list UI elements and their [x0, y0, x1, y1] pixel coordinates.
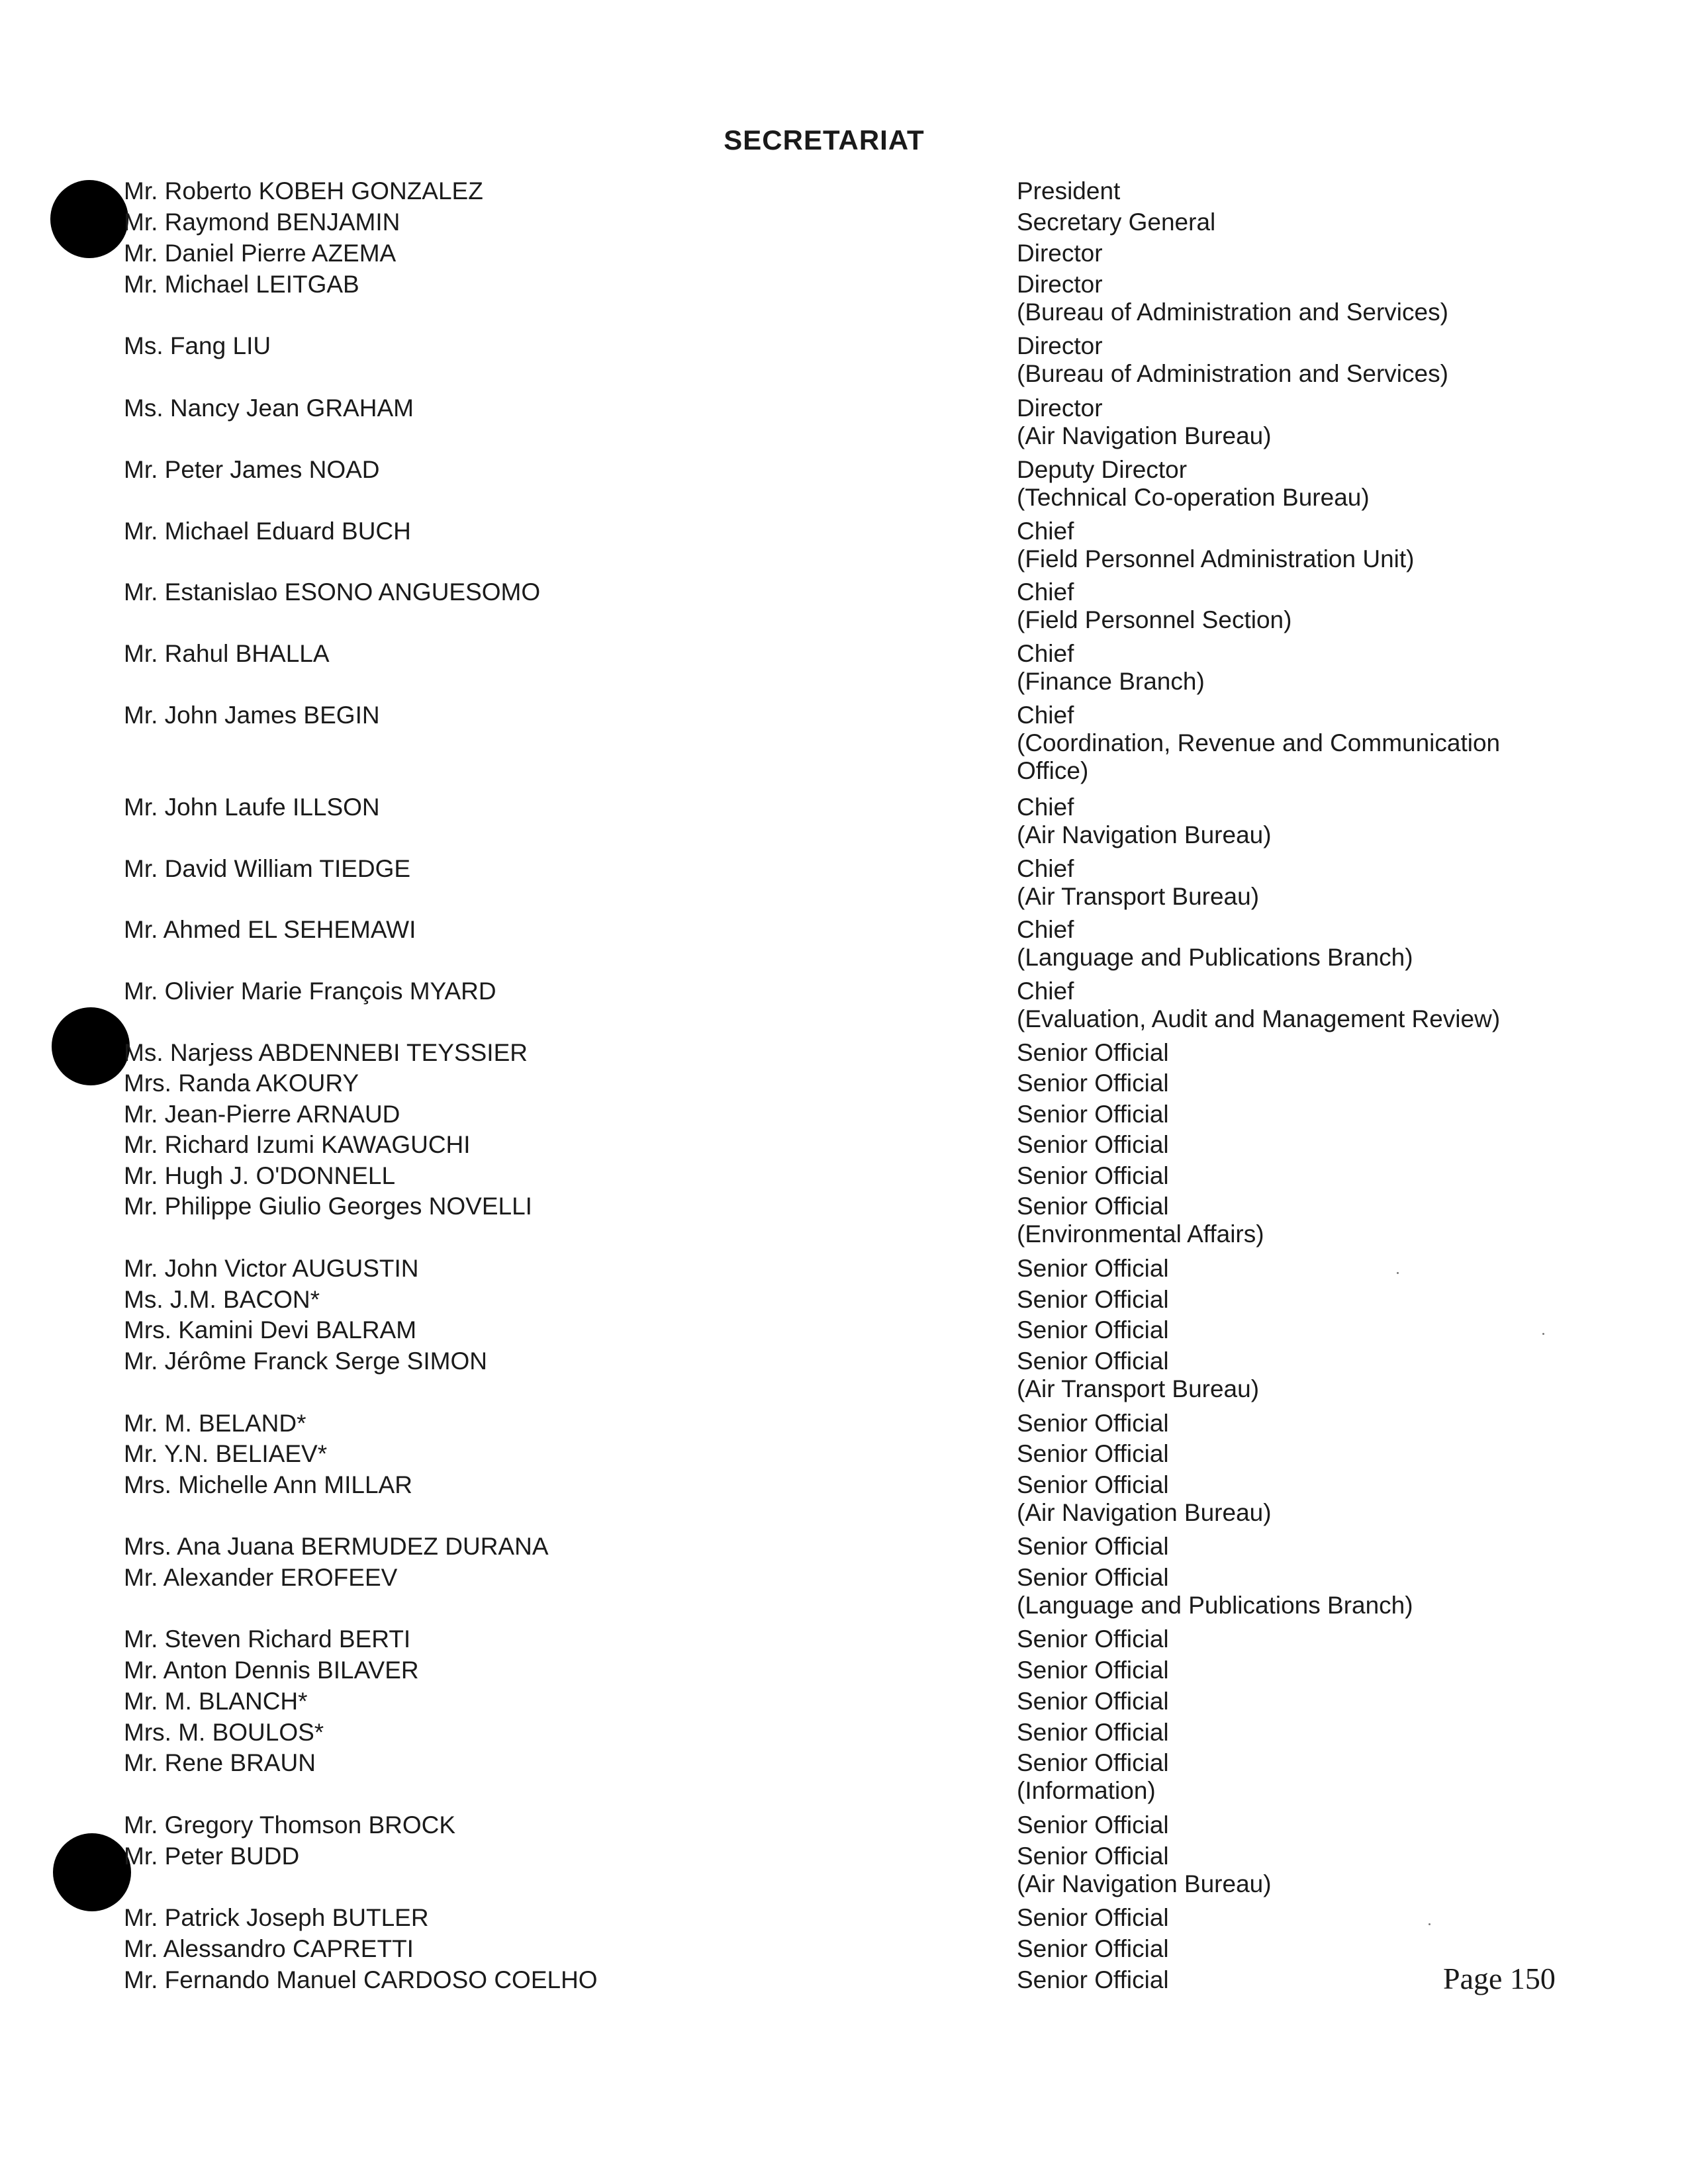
official-title	[1017, 1162, 1169, 1190]
official-title	[1017, 1625, 1169, 1653]
title-line: Senior Official	[1017, 1347, 1169, 1375]
official-name: Mr. Patrick Joseph BUTLER	[124, 1904, 429, 1931]
official-title	[1017, 271, 1448, 326]
department-line: (Technical Co-operation Bureau)	[1017, 484, 1370, 511]
title-line: Chief	[1017, 794, 1074, 821]
title-line: Senior Official	[1017, 1533, 1169, 1560]
title-line: Chief	[1017, 916, 1074, 943]
official-name: Mr. M. BLANCH*	[124, 1688, 308, 1715]
title-line: Senior Official	[1017, 1966, 1169, 1993]
title-line: Chief	[1017, 702, 1074, 729]
title-line: Senior Official	[1017, 1811, 1169, 1839]
official-title	[1017, 1286, 1169, 1314]
title-line: Senior Official	[1017, 1286, 1169, 1313]
official-name: Ms. J.M. BACON*	[124, 1286, 320, 1313]
official-name: Mr. Michael LEITGAB	[124, 271, 359, 298]
title-line: Senior Official	[1017, 1410, 1169, 1437]
title-line: President	[1017, 177, 1121, 205]
official-name: Mr. Alexander EROFEEV	[124, 1564, 398, 1591]
scan-speck	[1397, 1272, 1399, 1274]
title-line: Chief	[1017, 855, 1074, 882]
official-title	[1017, 1749, 1169, 1805]
official-name: Mr. M. BELAND*	[124, 1410, 306, 1437]
department-line: (Environmental Affairs)	[1017, 1220, 1264, 1248]
official-name: Mr. Steven Richard BERTI	[124, 1625, 411, 1653]
official-name: Ms. Nancy Jean GRAHAM	[124, 394, 414, 422]
official-title	[1017, 1471, 1272, 1527]
official-name: Mr. Ahmed EL SEHEMAWI	[124, 916, 416, 943]
title-line: Senior Official	[1017, 1625, 1169, 1653]
official-title	[1017, 1193, 1264, 1248]
title-line: Senior Official	[1017, 1564, 1169, 1591]
official-title	[1017, 978, 1500, 1033]
official-name: Mr. Roberto KOBEH GONZALEZ	[124, 177, 483, 205]
title-line: Chief	[1017, 518, 1074, 545]
title-line: Senior Official	[1017, 1904, 1169, 1931]
department-line: (Air Navigation Bureau)	[1017, 1499, 1272, 1526]
official-name: Mrs. M. BOULOS*	[124, 1719, 324, 1746]
official-name: Mr. Alessandro CAPRETTI	[124, 1935, 414, 1962]
official-title	[1017, 1843, 1272, 1898]
department-line: (Coordination, Revenue and Communication	[1017, 729, 1501, 756]
department-line: (Language and Publications Branch)	[1017, 1592, 1413, 1619]
title-line: Senior Official	[1017, 1131, 1169, 1158]
official-name: Mr. Anton Dennis BILAVER	[124, 1657, 419, 1684]
title-line: Senior Official	[1017, 1749, 1169, 1776]
official-title	[1017, 518, 1414, 573]
official-name: Ms. Narjess ABDENNEBI TEYSSIER	[124, 1039, 528, 1066]
title-line: Senior Official	[1017, 1688, 1169, 1715]
punch-hole-middle	[52, 1007, 130, 1085]
official-title	[1017, 1935, 1169, 1963]
official-title	[1017, 1904, 1169, 1932]
official-title	[1017, 1039, 1169, 1067]
title-line: Director	[1017, 332, 1103, 359]
scan-speck	[1429, 1923, 1430, 1925]
official-name: Mr. Michael Eduard BUCH	[124, 518, 411, 545]
title-line: Senior Official	[1017, 1719, 1169, 1746]
department-line: (Air Navigation Bureau)	[1017, 422, 1272, 449]
title-line: Director	[1017, 240, 1103, 267]
title-line: Senior Official	[1017, 1843, 1169, 1870]
official-name: Mr. Fernando Manuel CARDOSO COELHO	[124, 1966, 598, 1993]
title-line: Senior Official	[1017, 1069, 1169, 1097]
department-line: (Field Personnel Administration Unit)	[1017, 545, 1415, 572]
title-line: Chief	[1017, 640, 1074, 667]
title-line: Senior Official	[1017, 1935, 1169, 1962]
title-line: Senior Official	[1017, 1193, 1169, 1220]
official-title	[1017, 1347, 1259, 1403]
official-name: Mr. John James BEGIN	[124, 702, 380, 729]
department-line: (Language and Publications Branch)	[1017, 944, 1413, 971]
title-line: Senior Official	[1017, 1255, 1169, 1282]
title-line: Senior Official	[1017, 1316, 1169, 1343]
official-name: Mr. Estanislao ESONO ANGUESOMO	[124, 578, 541, 606]
official-title	[1017, 1564, 1413, 1619]
official-name: Mr. Peter BUDD	[124, 1843, 300, 1870]
title-line: Senior Official	[1017, 1039, 1169, 1066]
department-line: (Bureau of Administration and Services)	[1017, 298, 1448, 326]
department-line: (Field Personnel Section)	[1017, 606, 1292, 633]
official-name: Mrs. Ana Juana BERMUDEZ DURANA	[124, 1533, 549, 1560]
department-line: (Bureau of Administration and Services)	[1017, 360, 1448, 387]
department-line: Office)	[1017, 757, 1089, 784]
official-title	[1017, 1440, 1169, 1468]
official-name: Mr. Hugh J. O'DONNELL	[124, 1162, 396, 1189]
title-line: Secretary General	[1017, 208, 1216, 236]
title-line: Senior Official	[1017, 1440, 1169, 1467]
official-title	[1017, 1657, 1169, 1684]
official-title	[1017, 240, 1103, 267]
official-name: Mr. Philippe Giulio Georges NOVELLI	[124, 1193, 532, 1220]
title-line: Senior Official	[1017, 1471, 1169, 1498]
official-name: Mr. David William TIEDGE	[124, 855, 411, 882]
official-name: Mrs. Randa AKOURY	[124, 1069, 359, 1097]
official-name: Mr. Olivier Marie François MYARD	[124, 978, 496, 1005]
official-title	[1017, 578, 1291, 634]
official-title	[1017, 1533, 1169, 1561]
official-title	[1017, 1966, 1169, 1994]
page-number: Page 150	[1443, 1962, 1556, 1995]
official-title	[1017, 794, 1272, 849]
official-title	[1017, 208, 1215, 236]
official-name: Mrs. Kamini Devi BALRAM	[124, 1316, 417, 1343]
official-title	[1017, 1255, 1169, 1283]
title-line: Deputy Director	[1017, 456, 1188, 483]
official-name: Mr. Jérôme Franck Serge SIMON	[124, 1347, 487, 1375]
title-line: Chief	[1017, 578, 1074, 606]
official-name: Mr. Y.N. BELIAEV*	[124, 1440, 328, 1467]
official-name: Mr. Daniel Pierre AZEMA	[124, 240, 397, 267]
official-name: Ms. Fang LIU	[124, 332, 271, 359]
department-line: (Air Navigation Bureau)	[1017, 1870, 1272, 1897]
official-name: Mr. Rene BRAUN	[124, 1749, 316, 1776]
title-line: Director	[1017, 394, 1103, 422]
official-name: Mrs. Michelle Ann MILLAR	[124, 1471, 412, 1498]
official-title	[1017, 1101, 1169, 1128]
official-title	[1017, 1688, 1169, 1715]
title-line: Chief	[1017, 978, 1074, 1005]
official-title	[1017, 640, 1205, 696]
official-name: Mr. Raymond BENJAMIN	[124, 208, 400, 236]
title-line: Senior Official	[1017, 1162, 1169, 1189]
official-name: Mr. Peter James NOAD	[124, 456, 380, 483]
official-title	[1017, 1719, 1169, 1747]
scan-speck	[1542, 1333, 1544, 1335]
official-title	[1017, 916, 1413, 972]
official-name: Mr. Richard Izumi KAWAGUCHI	[124, 1131, 471, 1158]
official-name: Mr. John Victor AUGUSTIN	[124, 1255, 419, 1282]
page-title: SECRETARIAT	[724, 124, 925, 156]
department-line: (Finance Branch)	[1017, 668, 1205, 695]
punch-hole-top	[50, 180, 128, 258]
official-title	[1017, 1316, 1169, 1344]
official-title	[1017, 456, 1370, 512]
official-title	[1017, 1131, 1169, 1159]
official-title	[1017, 177, 1120, 205]
department-line: (Information)	[1017, 1777, 1156, 1804]
department-line: (Evaluation, Audit and Management Review)	[1017, 1005, 1501, 1032]
official-title	[1017, 332, 1448, 388]
punch-hole-bottom	[53, 1833, 131, 1911]
official-name: Mr. Gregory Thomson BROCK	[124, 1811, 456, 1839]
official-title	[1017, 1811, 1169, 1839]
department-line: (Air Transport Bureau)	[1017, 1375, 1260, 1402]
official-title	[1017, 702, 1500, 785]
title-line: Senior Official	[1017, 1101, 1169, 1128]
official-name: Mr. John Laufe ILLSON	[124, 794, 380, 821]
official-name: Mr. Jean-Pierre ARNAUD	[124, 1101, 400, 1128]
official-title	[1017, 855, 1259, 911]
official-title	[1017, 394, 1272, 450]
department-line: (Air Navigation Bureau)	[1017, 821, 1272, 848]
title-line: Director	[1017, 271, 1103, 298]
official-title	[1017, 1069, 1169, 1097]
official-title	[1017, 1410, 1169, 1437]
title-line: Senior Official	[1017, 1657, 1169, 1684]
department-line: (Air Transport Bureau)	[1017, 883, 1260, 910]
official-name: Mr. Rahul BHALLA	[124, 640, 330, 667]
